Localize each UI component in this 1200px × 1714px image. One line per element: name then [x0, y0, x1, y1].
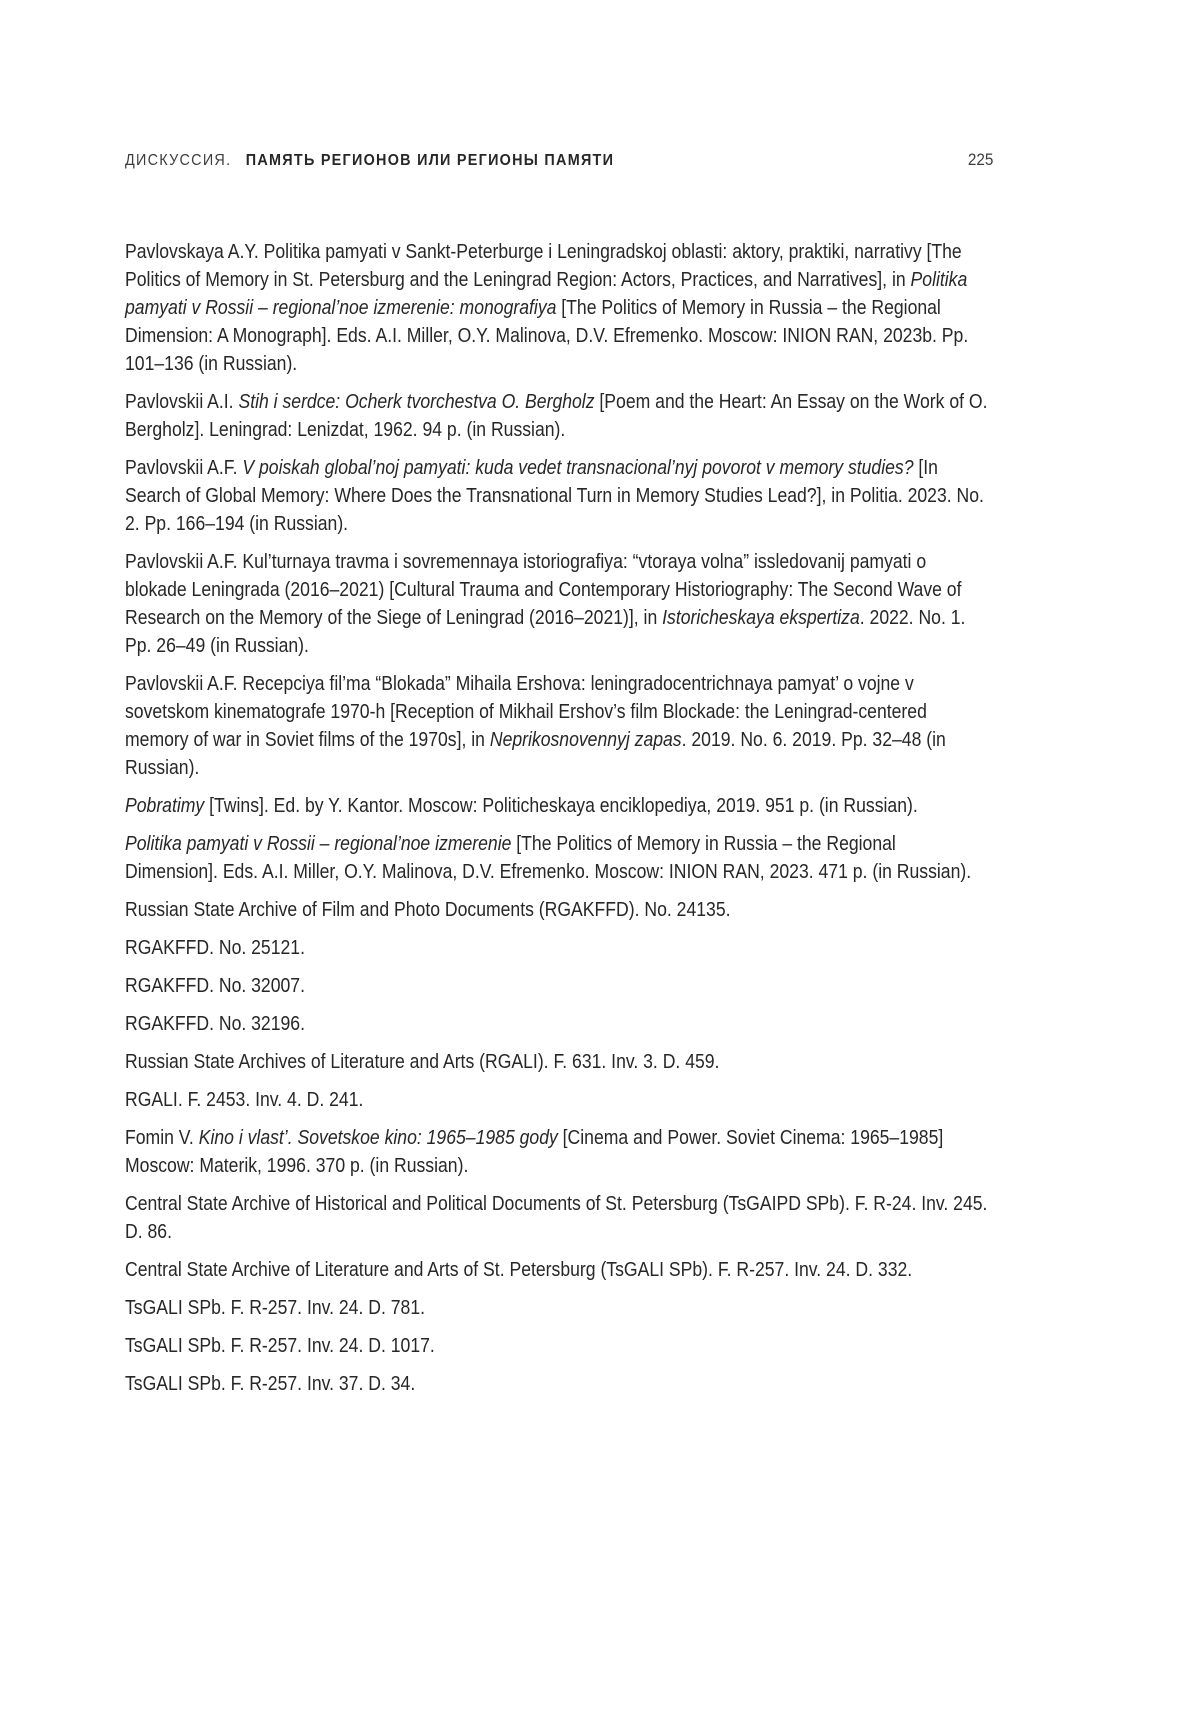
bibliography-entry: [125, 792, 991, 820]
entry-text: RGAKFFD. No. 32196.: [125, 1013, 305, 1035]
bibliography-entry: [125, 1190, 991, 1246]
bibliography-entry: [125, 1010, 991, 1038]
bibliography-entry: [125, 548, 991, 660]
entry-text: Pavlovskii A.F. Recepciya fil’ma “Blokada” Mihaila Ershova: leningradocentrichnaya pamyat’ o vojne v sovetskom kinematografe 1970-h [Reception of Mikhail Ershov’s film Blockade: the Leningrad-centered memory of war in Soviet films of the 1970s], in: [125, 673, 927, 751]
entry-title-italic: Politika pamyati v Rossii – regional’noe izmerenie: [125, 833, 512, 855]
entry-title-italic: Pobratimy: [125, 795, 205, 817]
bibliography-entry: [125, 1332, 991, 1360]
entry-text: TsGALI SPb. F. R-257. Inv. 24. D. 1017.: [125, 1335, 435, 1357]
entry-text: Central State Archive of Literature and Arts of St. Petersburg (TsGALI SPb). F. R-257. Inv. 24. D. 332.: [125, 1259, 913, 1281]
bibliography-entry: [125, 454, 991, 538]
entry-text: [Cinema and Power. Soviet Cinema: 1965–1985] Moscow: Materik, 1996. 370 p. (in Russian).: [125, 1127, 944, 1177]
entry-text: . 2022. No. 1. Pp. 26–49 (in Russian).: [125, 607, 966, 657]
entry-text: RGAKFFD. No. 25121.: [125, 937, 305, 959]
entry-text: [In Search of Global Memory: Where Does the Transnational Turn in Memory Studies Lead?], in Politia. 2023. No. 2. Pp. 166–194 (in Russian).: [125, 457, 984, 535]
bibliography-entry: [125, 1370, 991, 1398]
bibliography-entry: [125, 670, 991, 782]
entry-text: Pavlovskii A.F. Kul’turnaya travma i sovremennaya istoriografiya: “vtoraya volna” issledovanij pamyati o blokade Leningrada (2016–2021) [Cultural Trauma and Contemporary Historiography: The Second Wave of Research on the Memory of the Siege of Leningrad (2016–2021)], in: [125, 551, 962, 629]
entry-text: Pavlovskaya A.Y. Politika pamyati v Sankt-Peterburge i Leningradskoj oblasti: aktory, praktiki, narrativy [The Politics of Memory in St. Petersburg and the Leningrad Region: Actors, Practices, and Narratives], in: [125, 241, 962, 291]
entry-text: [Twins]. Ed. by Y. Kantor. Moscow: Politicheskaya enciklopediya, 2019. 951 p. (in Russian).: [204, 795, 918, 817]
entry-text: Russian State Archives of Literature and Arts (RGALI). F. 631. Inv. 3. D. 459.: [125, 1051, 720, 1073]
entry-text: TsGALI SPb. F. R-257. Inv. 37. D. 34.: [125, 1373, 416, 1395]
entry-text: [Poem and the Heart: An Essay on the Work of O. Bergholz]. Leningrad: Lenizdat, 1962. 94 p. (in Russian).: [125, 391, 988, 441]
bibliography-entry: [125, 1048, 991, 1076]
entry-text: Pavlovskii A.F.: [125, 457, 243, 479]
bibliography-entry: [125, 934, 991, 962]
entry-title-italic: V poiskah global’noj pamyati: kuda vedet transnacional’nyj povorot v memory studies?: [242, 457, 914, 479]
bibliography-entry: [125, 238, 991, 378]
bibliography-entry: [125, 388, 991, 444]
running-head-title: ПАМЯТЬ РЕГИОНОВ ИЛИ РЕГИОНЫ ПАМЯТИ: [245, 152, 615, 169]
entry-text: [The Politics of Memory in Russia – the Regional Dimension: A Monograph]. Eds. A.I. Miller, O.Y. Malinova, D.V. Efremenko. Moscow: INION RAN, 2023b. Pp. 101–136 (in Russian).: [125, 297, 969, 375]
bibliography-entry: [125, 1124, 991, 1180]
entry-text: Central State Archive of Historical and Political Documents of St. Petersburg (TsGAIPD SPb). F. R-24. Inv. 245. D. 86.: [125, 1193, 988, 1243]
entry-text: Russian State Archive of Film and Photo Documents (RGAKFFD). No. 24135.: [125, 899, 731, 921]
bibliography-entry: [125, 1086, 991, 1114]
running-head-text: [125, 152, 614, 170]
entry-title-italic: Istoricheskaya ekspertiza: [662, 607, 860, 629]
entry-text: . 2019. No. 6. 2019. Pp. 32–48 (in Russian).: [125, 729, 946, 779]
entry-text: [The Politics of Memory in Russia – the Regional Dimension]. Eds. A.I. Miller, O.Y. Malinova, D.V. Efremenko. Moscow: INION RAN, 2023. 471 p. (in Russian).: [125, 833, 972, 883]
entry-text: Pavlovskii A.I.: [125, 391, 239, 413]
entry-title-italic: Politika pamyati v Rossii – regional’noe izmerenie: monografiya: [125, 269, 968, 319]
entry-text: RGALI. F. 2453. Inv. 4. D. 241.: [125, 1089, 364, 1111]
entry-title-italic: Kino i vlast’. Sovetskoe kino: 1965–1985 gody: [198, 1127, 558, 1149]
entry-title-italic: Neprikosnovennyj zapas: [489, 729, 682, 751]
bibliography-entry: [125, 972, 991, 1000]
bibliography-entries: [125, 238, 991, 1408]
bibliography-entry: [125, 1294, 991, 1322]
bibliography-entry: [125, 830, 991, 886]
page-number: 225: [967, 150, 993, 169]
entry-text: TsGALI SPb. F. R-257. Inv. 24. D. 781.: [125, 1297, 425, 1319]
entry-text: RGAKFFD. No. 32007.: [125, 975, 305, 997]
entry-text: Fomin V.: [125, 1127, 199, 1149]
entry-title-italic: Stih i serdce: Ocherk tvorchestva O. Bergholz: [238, 391, 595, 413]
running-head-section: ДИСКУССИЯ.: [125, 152, 232, 169]
bibliography-entry: [125, 1256, 991, 1284]
running-head: [125, 150, 993, 170]
bibliography-entry: [125, 896, 991, 924]
